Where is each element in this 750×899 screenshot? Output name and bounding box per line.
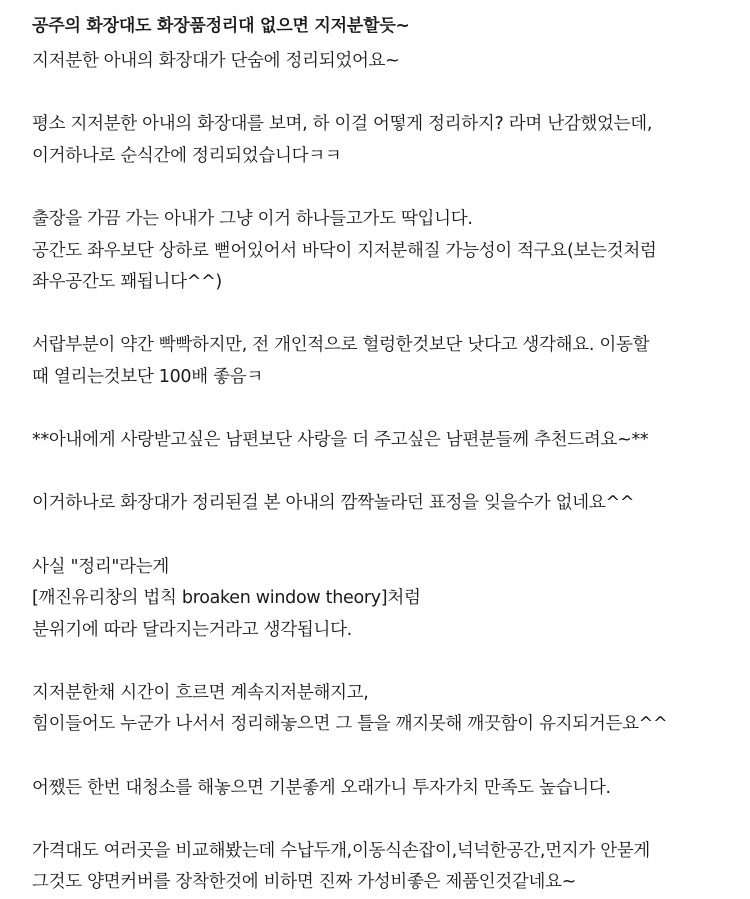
- body-blank-line: [32, 741, 734, 773]
- body-blank-line: [32, 646, 734, 678]
- body-line: **아내에게 사랑받고싶은 남편보단 사랑을 더 주고싶은 남편분들께 추천드려요~**: [32, 430, 649, 451]
- body-blank-line: [32, 299, 734, 331]
- body-line: 지저분한 아내의 화장대가 단숨에 정리되었어요~: [32, 51, 400, 71]
- body-line: 지저분한채 시간이 흐르면 계속지저분해지고,: [32, 682, 369, 703]
- body-blank-line: [32, 804, 734, 836]
- body-blank-line: [32, 457, 734, 489]
- body-line: 힘이들어도 누군가 나서서 정리해놓으면 그 틀을 깨지못해 깨끗함이 유지되거든요^^: [32, 714, 668, 735]
- body-blank-line: [32, 78, 734, 110]
- body-line: 분위기에 따라 달라지는거라고 생각됩니다.: [32, 619, 352, 640]
- body-line: 사실 "정리"라는게: [32, 556, 169, 577]
- body-line: 평소 지저분한 아내의 화장대를 보며, 하 이걸 어떻게 정리하지? 라며 난감했었는데,: [32, 114, 653, 135]
- body-line: 때 열리는것보단 100배 좋음ㅋ: [32, 366, 263, 387]
- body-line: 이거하나로 화장대가 정리된걸 본 아내의 깜짝놀라던 표정을 잊을수가 없네요^^: [32, 493, 635, 514]
- review-body: [32, 46, 734, 899]
- body-line: 서랍부분이 약간 빡빡하지만, 전 개인적으로 헐렁한것보단 낫다고 생각해요. 이동할: [32, 335, 650, 356]
- body-line: [깨진유리창의 법칙 broaken window theory]처럼: [32, 588, 421, 609]
- body-blank-line: [32, 394, 734, 426]
- body-blank-line: [32, 172, 734, 204]
- body-line: 이거하나로 순식간에 정리되었습니다ㅋㅋ: [32, 145, 342, 166]
- body-line: 공간도 좌우보단 상하로 뻗어있어서 바닥이 지저분해질 가능성이 적구요(보는것처럼: [32, 240, 657, 261]
- body-line: 가격대도 여러곳을 비교해봤는데 수납두개,이동식손잡이,넉넉한공간,먼지가 안묻게: [32, 840, 651, 861]
- body-line: 그것도 양면커버를 장착한것에 비하면 진짜 가성비좋은 제품인것같네요~: [32, 872, 577, 893]
- body-blank-line: [32, 520, 734, 552]
- body-line: 좌우공간도 꽤됩니다^^): [32, 272, 222, 293]
- body-line: 어쨌든 한번 대청소를 해놓으면 기분좋게 오래가니 투자가치 만족도 높습니다.: [32, 777, 611, 798]
- review-title: 공주의 화장대도 화장품정리대 없으면 지저분할듯~: [32, 16, 410, 36]
- body-line: 출장을 가끔 가는 아내가 그냥 이거 하나들고가도 딱입니다.: [32, 208, 473, 229]
